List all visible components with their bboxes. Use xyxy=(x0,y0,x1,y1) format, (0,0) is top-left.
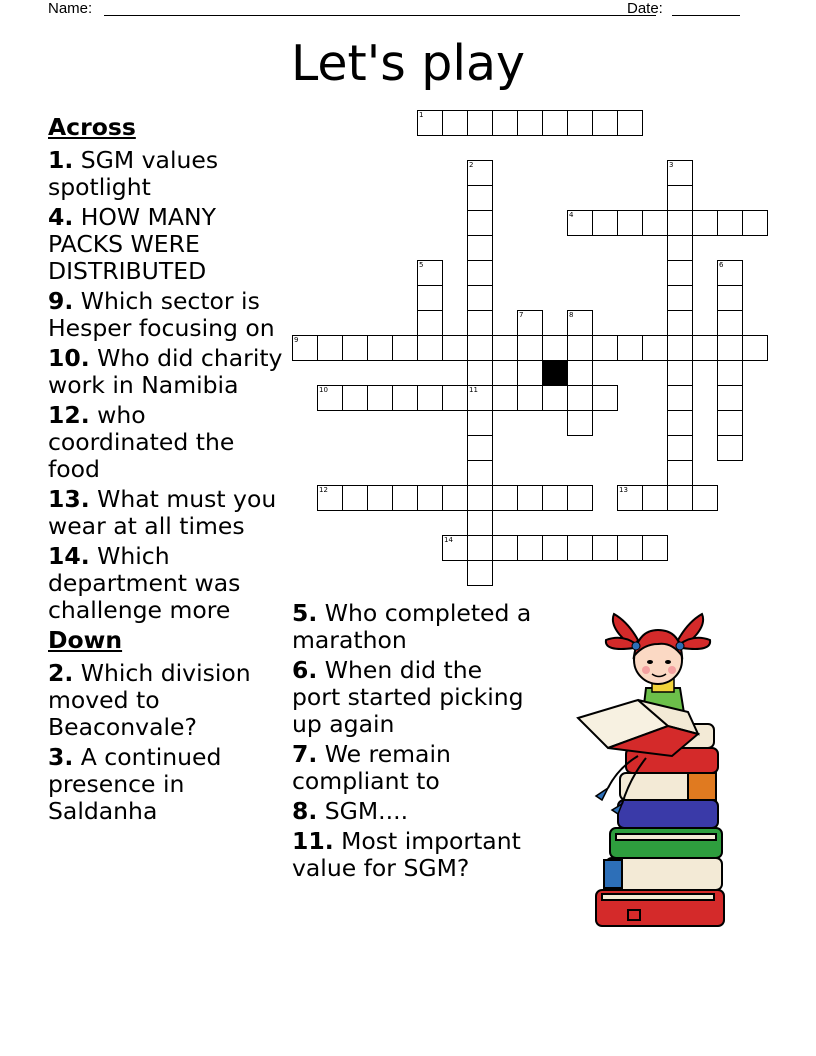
grid-cell[interactable] xyxy=(517,385,543,411)
grid-cell[interactable] xyxy=(567,535,593,561)
grid-cell[interactable] xyxy=(342,385,368,411)
clue-down-5: 5. Who completed a marathon xyxy=(292,599,532,654)
grid-cell[interactable] xyxy=(442,110,468,136)
grid-cell[interactable] xyxy=(292,335,318,361)
grid-cell[interactable] xyxy=(667,335,693,361)
grid-cell[interactable] xyxy=(667,185,693,211)
grid-cell[interactable] xyxy=(442,485,468,511)
clue-down-6: 6. When did the port started picking up again xyxy=(292,656,524,738)
grid-cell[interactable] xyxy=(392,485,418,511)
grid-cell[interactable] xyxy=(467,410,493,436)
grid-cell[interactable] xyxy=(567,335,593,361)
clue-across-1: 1. SGM values spotlight xyxy=(48,146,219,201)
grid-cell[interactable] xyxy=(667,310,693,336)
grid-cell[interactable] xyxy=(642,335,668,361)
grid-block xyxy=(542,360,568,386)
grid-cell[interactable] xyxy=(692,335,718,361)
grid-cell[interactable] xyxy=(542,535,568,561)
cell-number: 12 xyxy=(319,486,328,494)
grid-cell[interactable] xyxy=(467,210,493,236)
grid-cell[interactable] xyxy=(467,535,493,561)
grid-cell[interactable] xyxy=(592,110,618,136)
grid-cell[interactable] xyxy=(492,535,518,561)
grid-cell[interactable] xyxy=(517,535,543,561)
cell-number: 1 xyxy=(419,111,424,119)
clues-column-right xyxy=(292,600,532,885)
grid-cell[interactable] xyxy=(567,410,593,436)
grid-cell[interactable] xyxy=(667,285,693,311)
cell-number: 8 xyxy=(569,311,574,319)
cell-number: 4 xyxy=(569,211,574,219)
grid-cell[interactable] xyxy=(492,385,518,411)
grid-cell[interactable] xyxy=(442,535,468,561)
clue-down-11: 11. Most important value for SGM? xyxy=(292,827,521,882)
grid-cell[interactable] xyxy=(367,335,393,361)
grid-cell[interactable] xyxy=(542,485,568,511)
grid-cell[interactable] xyxy=(317,335,343,361)
across-heading: Across xyxy=(48,113,136,141)
cell-number: 2 xyxy=(469,161,474,169)
grid-cell[interactable] xyxy=(467,160,493,186)
grid-cell[interactable] xyxy=(467,185,493,211)
grid-cell[interactable] xyxy=(467,235,493,261)
clue-down-7: 7. We remain compliant to xyxy=(292,740,451,795)
grid-cell[interactable] xyxy=(567,210,593,236)
clue-down-2: 2. Which division moved to Beaconvale? xyxy=(48,659,251,741)
grid-cell[interactable] xyxy=(492,335,518,361)
cell-number: 6 xyxy=(719,261,724,269)
grid-cell[interactable] xyxy=(467,335,493,361)
grid-cell[interactable] xyxy=(667,460,693,486)
cell-number: 13 xyxy=(619,486,628,494)
grid-cell[interactable] xyxy=(717,285,743,311)
grid-cell[interactable] xyxy=(667,235,693,261)
grid-cell[interactable] xyxy=(642,485,668,511)
grid-cell[interactable] xyxy=(692,485,718,511)
grid-cell[interactable] xyxy=(567,110,593,136)
grid-cell[interactable] xyxy=(717,310,743,336)
grid-cell[interactable] xyxy=(542,335,568,361)
grid-cell[interactable] xyxy=(742,335,768,361)
cell-number: 11 xyxy=(469,386,478,394)
grid-cell[interactable] xyxy=(617,485,643,511)
grid-cell[interactable] xyxy=(417,310,443,336)
grid-cell[interactable] xyxy=(467,385,493,411)
grid-cell[interactable] xyxy=(467,485,493,511)
grid-cell[interactable] xyxy=(567,310,593,336)
grid-cell[interactable] xyxy=(692,210,718,236)
grid-cell[interactable] xyxy=(667,385,693,411)
grid-cell[interactable] xyxy=(467,510,493,536)
down-heading: Down xyxy=(48,626,123,654)
grid-cell[interactable] xyxy=(592,385,618,411)
cell-number: 10 xyxy=(319,386,328,394)
clue-across-4: 4. HOW MANY PACKS WERE DISTRIBUTED xyxy=(48,203,216,285)
grid-cell[interactable] xyxy=(367,385,393,411)
grid-cell[interactable] xyxy=(417,285,443,311)
grid-cell[interactable] xyxy=(717,385,743,411)
name-label: Name: xyxy=(48,0,93,17)
grid-cell[interactable] xyxy=(467,560,493,586)
grid-cell[interactable] xyxy=(417,385,443,411)
grid-cell[interactable] xyxy=(317,385,343,411)
grid-cell[interactable] xyxy=(592,210,618,236)
cell-number: 14 xyxy=(444,536,453,544)
grid-cell[interactable] xyxy=(667,210,693,236)
grid-cell[interactable] xyxy=(592,535,618,561)
grid-cell[interactable] xyxy=(467,435,493,461)
grid-cell[interactable] xyxy=(667,485,693,511)
clue-across-14: 14. Which department was challenge more xyxy=(48,542,241,624)
grid-cell[interactable] xyxy=(717,335,743,361)
cell-number: 5 xyxy=(419,261,424,269)
clue-across-10: 10. Who did charity work in Namibia xyxy=(48,344,283,399)
grid-cell[interactable] xyxy=(467,460,493,486)
grid-cell[interactable] xyxy=(617,335,643,361)
cell-number: 3 xyxy=(669,161,674,169)
clue-across-12: 12. who coordinated the food xyxy=(48,401,235,483)
clues-column-left xyxy=(48,114,288,828)
grid-cell[interactable] xyxy=(417,335,443,361)
grid-cell[interactable] xyxy=(367,485,393,511)
grid-cell[interactable] xyxy=(442,385,468,411)
grid-cell[interactable] xyxy=(392,335,418,361)
grid-cell[interactable] xyxy=(467,310,493,336)
grid-cell[interactable] xyxy=(317,485,343,511)
grid-cell[interactable] xyxy=(617,210,643,236)
grid-cell[interactable] xyxy=(642,210,668,236)
grid-cell[interactable] xyxy=(342,335,368,361)
grid-cell[interactable] xyxy=(517,335,543,361)
cell-number: 9 xyxy=(294,336,299,344)
grid-cell[interactable] xyxy=(417,260,443,286)
grid-cell[interactable] xyxy=(667,260,693,286)
grid-cell[interactable] xyxy=(342,485,368,511)
grid-cell[interactable] xyxy=(667,360,693,386)
grid-cell[interactable] xyxy=(742,210,768,236)
grid-cell[interactable] xyxy=(517,485,543,511)
grid-cell[interactable] xyxy=(467,110,493,136)
grid-cell[interactable] xyxy=(442,335,468,361)
grid-cell[interactable] xyxy=(417,110,443,136)
grid-cell[interactable] xyxy=(617,535,643,561)
grid-cell[interactable] xyxy=(417,485,443,511)
grid-cell[interactable] xyxy=(717,410,743,436)
clue-down-8: 8. SGM.... xyxy=(292,797,409,825)
grid-cell[interactable] xyxy=(567,385,593,411)
grid-cell[interactable] xyxy=(492,485,518,511)
cell-number: 7 xyxy=(519,311,524,319)
grid-cell[interactable] xyxy=(467,260,493,286)
grid-cell[interactable] xyxy=(492,110,518,136)
date-label: Date: xyxy=(627,0,663,17)
grid-cell[interactable] xyxy=(467,360,493,386)
page-title: Let's play xyxy=(290,35,526,92)
grid-cell[interactable] xyxy=(717,260,743,286)
grid-cell[interactable] xyxy=(542,385,568,411)
grid-cell[interactable] xyxy=(592,335,618,361)
grid-cell[interactable] xyxy=(567,360,593,386)
clue-across-9: 9. Which sector is Hesper focusing on xyxy=(48,287,275,342)
grid-cell[interactable] xyxy=(667,160,693,186)
grid-cell[interactable] xyxy=(717,210,743,236)
grid-cell[interactable] xyxy=(517,360,543,386)
clue-across-13: 13. What must you wear at all times xyxy=(48,485,277,540)
grid-cell[interactable] xyxy=(667,410,693,436)
grid-cell[interactable] xyxy=(467,285,493,311)
grid-cell[interactable] xyxy=(567,485,593,511)
girl-reading-on-books-illustration xyxy=(568,608,738,938)
grid-cell[interactable] xyxy=(542,110,568,136)
grid-cell[interactable] xyxy=(717,435,743,461)
grid-cell[interactable] xyxy=(717,360,743,386)
clue-down-3: 3. A continued presence in Saldanha xyxy=(48,743,222,825)
grid-cell[interactable] xyxy=(517,310,543,336)
grid-cell[interactable] xyxy=(617,110,643,136)
grid-cell[interactable] xyxy=(517,110,543,136)
grid-cell[interactable] xyxy=(392,385,418,411)
grid-cell[interactable] xyxy=(667,435,693,461)
grid-cell[interactable] xyxy=(642,535,668,561)
